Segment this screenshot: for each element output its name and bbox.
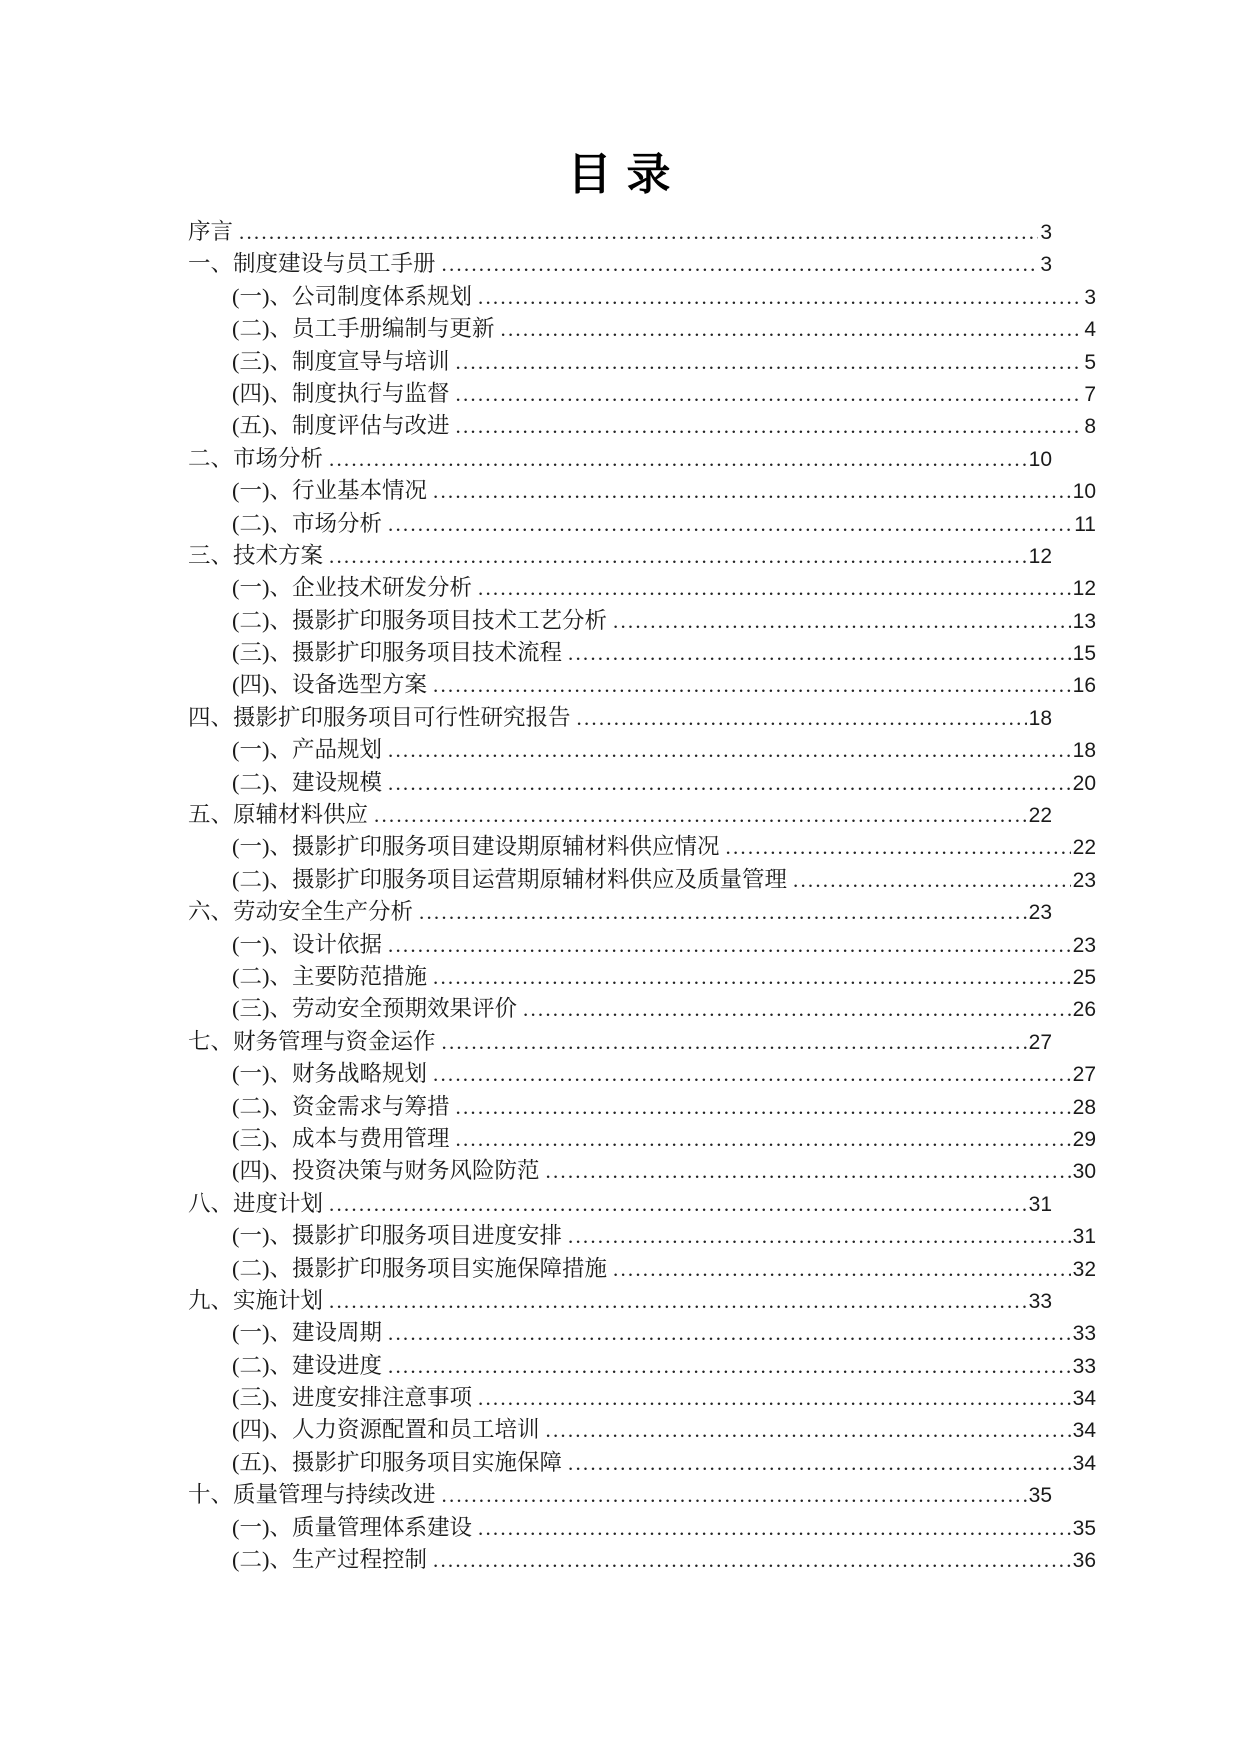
toc-entry-label: (二)、建设规模 bbox=[232, 769, 382, 795]
toc-entry-label: 四、摄影扩印服务项目可行性研究报告 bbox=[188, 704, 571, 730]
toc-page-number: 7 bbox=[1084, 382, 1096, 406]
toc-page-number: 13 bbox=[1072, 609, 1096, 633]
toc-entry-label: (四)、投资决策与财务风险防范 bbox=[232, 1158, 540, 1184]
toc-dot-leader bbox=[442, 252, 1039, 277]
toc-entry-label: (四)、人力资源配置和员工培训 bbox=[232, 1417, 540, 1443]
toc-entry bbox=[188, 1089, 1096, 1121]
toc-page-number: 12 bbox=[1072, 577, 1096, 601]
toc-entry bbox=[188, 829, 1096, 861]
toc-page-number: 5 bbox=[1084, 350, 1096, 374]
toc-dot-leader bbox=[329, 1289, 1027, 1314]
toc-entry-label: 七、财务管理与资金运作 bbox=[188, 1028, 436, 1054]
toc-entry bbox=[188, 311, 1096, 343]
toc-entry bbox=[188, 246, 1052, 278]
toc-dot-leader bbox=[433, 1062, 1071, 1087]
toc-entry-label: (二)、摄影扩印服务项目运营期原辅材料供应及质量管理 bbox=[232, 866, 787, 892]
toc-dot-leader bbox=[568, 1224, 1071, 1249]
toc-dot-leader bbox=[456, 1127, 1071, 1152]
toc-entry-label: (二)、员工手册编制与更新 bbox=[232, 316, 495, 342]
toc-entry-label: 九、实施计划 bbox=[188, 1287, 324, 1313]
toc-dot-leader bbox=[239, 220, 1038, 245]
toc-entry-label: (一)、设计依据 bbox=[232, 931, 382, 957]
toc-dot-leader bbox=[388, 1354, 1071, 1379]
toc-dot-leader bbox=[613, 609, 1071, 634]
toc-dot-leader bbox=[456, 382, 1083, 407]
toc-page-number: 20 bbox=[1072, 771, 1096, 795]
toc-entry-label: (二)、摄影扩印服务项目实施保障措施 bbox=[232, 1255, 607, 1281]
toc-page-number: 29 bbox=[1072, 1127, 1096, 1151]
toc-page-number: 35 bbox=[1028, 1484, 1052, 1508]
toc-entry-label: (三)、劳动安全预期效果评价 bbox=[232, 996, 517, 1022]
toc-dot-leader bbox=[433, 479, 1071, 504]
toc-entry-label: (一)、财务战略规划 bbox=[232, 1061, 427, 1087]
toc-page-number: 22 bbox=[1028, 804, 1052, 828]
toc-page-number: 22 bbox=[1072, 836, 1096, 860]
toc-entry bbox=[188, 700, 1052, 732]
toc-dot-leader bbox=[329, 544, 1027, 569]
toc-page-number: 23 bbox=[1028, 901, 1052, 925]
toc-dot-leader bbox=[419, 900, 1027, 925]
toc-dot-leader bbox=[613, 1257, 1071, 1282]
toc-dot-leader bbox=[456, 350, 1083, 375]
toc-dot-leader bbox=[456, 1095, 1071, 1120]
toc-page-number: 33 bbox=[1072, 1322, 1096, 1346]
toc-entry-label: 十、质量管理与持续改进 bbox=[188, 1482, 436, 1508]
toc-page-number: 26 bbox=[1072, 998, 1096, 1022]
toc-entry bbox=[188, 441, 1052, 473]
toc-entry bbox=[188, 408, 1096, 440]
toc-page-number: 27 bbox=[1028, 1030, 1052, 1054]
toc-page-number: 10 bbox=[1028, 447, 1052, 471]
toc-dot-leader bbox=[793, 868, 1071, 893]
toc-dot-leader bbox=[726, 835, 1071, 860]
toc-entry-label: (三)、摄影扩印服务项目技术流程 bbox=[232, 640, 562, 666]
toc-entry-label: 五、原辅材料供应 bbox=[188, 802, 369, 828]
toc-page-number: 11 bbox=[1074, 512, 1096, 536]
toc-entry bbox=[188, 1283, 1052, 1315]
toc-entry-label: (一)、摄影扩印服务项目进度安排 bbox=[232, 1223, 562, 1249]
toc-entry bbox=[188, 667, 1096, 699]
toc-entry bbox=[188, 214, 1052, 246]
toc-entry bbox=[188, 765, 1096, 797]
toc-entry-label: (二)、资金需求与筹措 bbox=[232, 1093, 450, 1119]
toc-dot-leader bbox=[523, 997, 1071, 1022]
toc-entry bbox=[188, 570, 1096, 602]
toc-dot-leader bbox=[388, 933, 1071, 958]
toc-dot-leader bbox=[478, 285, 1082, 310]
toc-entry-label: (一)、质量管理体系建设 bbox=[232, 1514, 472, 1540]
toc-entry bbox=[188, 538, 1052, 570]
toc-dot-leader bbox=[501, 317, 1083, 342]
toc-dot-leader bbox=[433, 1548, 1071, 1573]
toc-page-number: 31 bbox=[1072, 1225, 1096, 1249]
toc-entry bbox=[188, 1380, 1096, 1412]
toc-page-number: 33 bbox=[1072, 1354, 1096, 1378]
toc-entry-label: (二)、摄影扩印服务项目技术工艺分析 bbox=[232, 607, 607, 633]
toc-page-number: 25 bbox=[1072, 965, 1096, 989]
toc-page-number: 33 bbox=[1028, 1289, 1052, 1313]
toc-page-number: 34 bbox=[1072, 1451, 1096, 1475]
toc-page-number: 3 bbox=[1084, 285, 1096, 309]
toc-page-number: 23 bbox=[1072, 868, 1096, 892]
toc-dot-leader bbox=[329, 1192, 1027, 1217]
toc-entry bbox=[188, 1445, 1096, 1477]
toc-entry bbox=[188, 732, 1096, 764]
toc-dot-leader bbox=[388, 1321, 1071, 1346]
toc-entry bbox=[188, 1186, 1052, 1218]
toc-entry bbox=[188, 991, 1096, 1023]
toc-entry-label: (一)、产品规划 bbox=[232, 737, 382, 763]
toc-page-number: 31 bbox=[1028, 1192, 1052, 1216]
toc-entry-label: (二)、市场分析 bbox=[232, 510, 382, 536]
toc-entry bbox=[188, 1315, 1096, 1347]
toc-dot-leader bbox=[433, 965, 1071, 990]
toc-entry bbox=[188, 1348, 1096, 1380]
toc-entry bbox=[188, 1251, 1096, 1283]
toc-entry bbox=[188, 927, 1096, 959]
toc-dot-leader bbox=[478, 1386, 1071, 1411]
toc-entry-label: 六、劳动安全生产分析 bbox=[188, 899, 414, 925]
toc-page-number: 3 bbox=[1040, 253, 1052, 277]
toc-entry-label: 序言 bbox=[188, 219, 234, 244]
toc-page-number: 28 bbox=[1072, 1095, 1096, 1119]
toc-dot-leader bbox=[456, 414, 1083, 439]
toc-entry bbox=[188, 1218, 1096, 1250]
toc-entry-label: (三)、进度安排注意事项 bbox=[232, 1385, 472, 1411]
toc-page-number: 36 bbox=[1072, 1549, 1096, 1573]
toc-dot-leader bbox=[442, 1483, 1027, 1508]
toc-entry bbox=[188, 959, 1096, 991]
toc-entry-label: (二)、生产过程控制 bbox=[232, 1547, 427, 1573]
toc-list bbox=[188, 214, 1096, 1574]
toc-entry bbox=[188, 862, 1096, 894]
toc-entry bbox=[188, 635, 1096, 667]
toc-dot-leader bbox=[478, 576, 1071, 601]
toc-page-number: 35 bbox=[1072, 1516, 1096, 1540]
toc-entry-label: (四)、设备选型方案 bbox=[232, 672, 427, 698]
toc-page-number: 4 bbox=[1084, 318, 1096, 342]
toc-page-number: 27 bbox=[1072, 1063, 1096, 1087]
toc-entry-label: 三、技术方案 bbox=[188, 542, 324, 568]
toc-dot-leader bbox=[442, 1030, 1027, 1055]
toc-entry bbox=[188, 797, 1052, 829]
toc-dot-leader bbox=[433, 673, 1071, 698]
toc-dot-leader bbox=[577, 706, 1027, 731]
toc-entry-label: (一)、企业技术研发分析 bbox=[232, 575, 472, 601]
toc-dot-leader bbox=[388, 738, 1071, 763]
toc-page-number: 15 bbox=[1072, 642, 1096, 666]
toc-dot-leader bbox=[388, 512, 1072, 537]
toc-dot-leader bbox=[329, 447, 1027, 472]
toc-entry-label: (四)、制度执行与监督 bbox=[232, 380, 450, 406]
toc-entry-label: (二)、建设进度 bbox=[232, 1352, 382, 1378]
toc-page-number: 34 bbox=[1072, 1419, 1096, 1443]
toc-page-number: 3 bbox=[1040, 221, 1052, 244]
toc-entry bbox=[188, 473, 1096, 505]
toc-page-number: 18 bbox=[1028, 706, 1052, 730]
toc-entry-label: (一)、摄影扩印服务项目建设期原辅材料供应情况 bbox=[232, 834, 720, 860]
toc-entry bbox=[188, 1024, 1052, 1056]
toc-page-number: 10 bbox=[1072, 480, 1096, 504]
toc-page-number: 12 bbox=[1028, 544, 1052, 568]
toc-page-number: 32 bbox=[1072, 1257, 1096, 1281]
toc-entry bbox=[188, 603, 1096, 635]
toc-page-number: 16 bbox=[1072, 674, 1096, 698]
toc-page-number: 34 bbox=[1072, 1387, 1096, 1411]
toc-entry bbox=[188, 506, 1096, 538]
toc-entry bbox=[188, 279, 1096, 311]
toc-entry-label: (五)、摄影扩印服务项目实施保障 bbox=[232, 1449, 562, 1475]
toc-page-number: 8 bbox=[1084, 415, 1096, 439]
toc-entry-label: (一)、行业基本情况 bbox=[232, 478, 427, 504]
toc-dot-leader bbox=[478, 1516, 1071, 1541]
toc-entry-label: (二)、主要防范措施 bbox=[232, 963, 427, 989]
toc-page-number: 30 bbox=[1072, 1160, 1096, 1184]
toc-entry-label: (三)、成本与费用管理 bbox=[232, 1125, 450, 1151]
toc-page-number: 23 bbox=[1072, 933, 1096, 957]
toc-title: 目 录 bbox=[567, 150, 673, 199]
toc-dot-leader bbox=[568, 1451, 1071, 1476]
toc-entry-label: (五)、制度评估与改进 bbox=[232, 413, 450, 439]
toc-entry-label: (一)、建设周期 bbox=[232, 1320, 382, 1346]
toc-dot-leader bbox=[388, 771, 1071, 796]
toc-entry bbox=[188, 344, 1096, 376]
toc-entry bbox=[188, 1056, 1096, 1088]
toc-entry-label: 一、制度建设与员工手册 bbox=[188, 251, 436, 277]
toc-dot-leader bbox=[546, 1418, 1071, 1443]
toc-dot-leader bbox=[374, 803, 1027, 828]
toc-entry-label: (一)、公司制度体系规划 bbox=[232, 283, 472, 309]
toc-entry bbox=[188, 894, 1052, 926]
toc-entry-label: 二、市场分析 bbox=[188, 445, 324, 471]
toc-dot-leader bbox=[546, 1159, 1071, 1184]
toc-entry-label: (三)、制度宣导与培训 bbox=[232, 348, 450, 374]
toc-entry bbox=[188, 376, 1096, 408]
toc-entry bbox=[188, 1477, 1052, 1509]
toc-entry-label: 八、进度计划 bbox=[188, 1190, 324, 1216]
toc-entry bbox=[188, 1510, 1096, 1542]
toc-dot-leader bbox=[568, 641, 1071, 666]
toc-page-number: 18 bbox=[1072, 739, 1096, 763]
toc-entry bbox=[188, 1121, 1096, 1153]
toc-entry bbox=[188, 1153, 1096, 1185]
toc-entry bbox=[188, 1412, 1096, 1444]
toc-entry bbox=[188, 1542, 1096, 1574]
